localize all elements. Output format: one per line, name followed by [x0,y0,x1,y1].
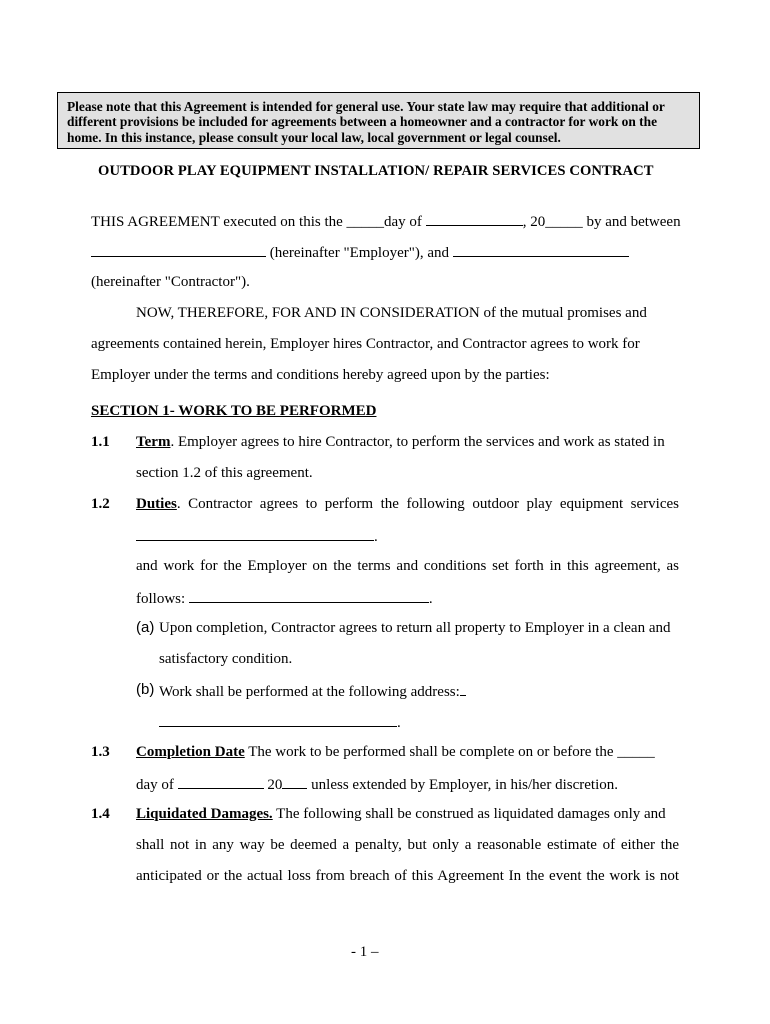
completion-year: 20 [263,777,283,793]
notice-line: different provisions be included for agreements between a homeowner and a contractor for work on the [67,114,658,130]
item-a-text: Upon completion, Contractor agrees to return all property to Employer in a clean and [159,620,671,636]
item-a-text-2: satisfactory condition. [159,651,293,667]
general-use-notice [57,92,700,149]
damages-clause-line [136,806,666,823]
clause-number: 1.1 [91,434,110,450]
address-blank-line: . [159,713,401,732]
completion-clause-line-2 [136,775,618,794]
services-blank-line: . [136,527,378,546]
term-clause-line [136,434,665,451]
item-label-a: (a) [136,619,155,636]
duties-heading: Duties [136,496,177,512]
clause-number: 1.2 [91,496,110,512]
agreements-line: agreements contained herein, Employer hires Contractor, and Contractor agrees to work for [91,336,640,352]
damages-text: The following shall be construed as liquidated damages only and [272,806,666,822]
page-number: - 1 – [351,944,379,960]
address-blank-start[interactable] [460,682,466,696]
damages-clause-line-2: shall not in any way be deemed a penalty, but only a reasonable estimate of either the [136,837,679,853]
contractor-label: (hereinafter "Contractor"). [91,274,250,290]
term-clause-line-2: section 1.2 of this agreement. [136,465,313,481]
month-blank[interactable] [426,212,523,226]
completion-clause-line [136,744,655,761]
notice-line: home. In this instance, please consult your local law, local government or legal counsel. [67,129,561,145]
follows-line: follows: . [136,591,433,607]
duties-text: . Contractor agrees to perform the following outdoor play equipment services [176,496,679,512]
executed-line [91,212,681,231]
item-label-b: (b) [136,681,155,698]
now-therefore-line: NOW, THEREFORE, FOR AND IN CONSIDERATION of the mutual promises and [136,305,647,321]
employer-terms-line: Employer under the terms and conditions hereby agreed upon by the parties: [91,367,550,383]
notice-line: Please note that this Agreement is intended for general use. Your state law may require that additional or [67,99,665,114]
section-1-heading: SECTION 1- WORK TO BE PERFORMED [91,403,377,419]
executed-text: THIS AGREEMENT executed on this the _____day of [91,214,426,230]
item-b-text [159,682,466,701]
completion-month-blank[interactable] [178,775,264,789]
duties-clause-line-2: and work for the Employer on the terms and conditions set forth in this agreement, as [136,558,679,574]
address-label: Work shall be performed at the following address: [159,684,460,700]
duties-clause-line [136,496,679,513]
services-blank[interactable] [136,527,374,541]
damages-clause-line-3: anticipated or the actual loss from breach of this Agreement In the event the work is not [136,868,679,884]
term-text: . Employer agrees to hire Contractor, to perform the services and work as stated in [170,434,665,450]
completion-text: The work to be performed shall be complete on or before the _____ [244,744,655,760]
clause-number: 1.4 [91,806,110,822]
completion-day: day of [136,777,178,793]
completion-extension: unless extended by Employer, in his/her discretion. [307,777,618,793]
address-blank[interactable] [159,713,397,727]
clause-number: 1.3 [91,744,110,760]
damages-heading: Liquidated Damages. [136,806,273,822]
term-heading: Term [136,434,171,450]
contract-title: OUTDOOR PLAY EQUIPMENT INSTALLATION/ REPAIR SERVICES CONTRACT [98,163,654,179]
parties-line [91,243,629,262]
employer-label: (hereinafter "Employer"), and [266,245,453,261]
executed-text-end: , 20_____ by and between [522,214,681,230]
employer-name-blank[interactable] [91,243,266,257]
completion-year-blank[interactable] [282,775,307,789]
completion-heading: Completion Date [136,744,245,760]
contractor-name-blank[interactable] [453,243,629,257]
follows-label: follows: [136,591,189,607]
follows-blank[interactable] [189,589,429,603]
